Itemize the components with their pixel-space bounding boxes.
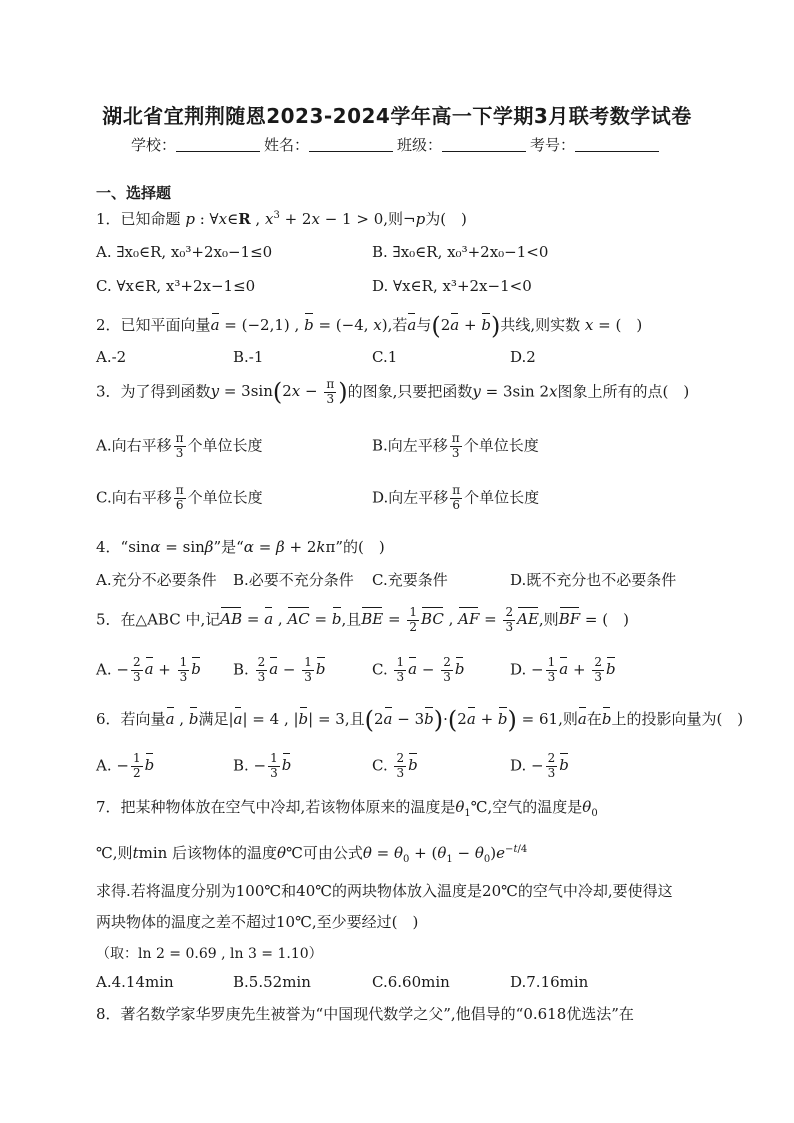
q1-option-c[interactable]: C. ∀x∈R, x³+2x−1≤0: [96, 277, 256, 295]
q4-num: 4．: [96, 538, 121, 556]
q6-option-a[interactable]: A. − $\frac{1}{2}$ b: [96, 751, 155, 780]
q5-option-a[interactable]: A. − $\frac{2}{3}$ a + $\frac{1}{3}$ b: [96, 655, 201, 684]
q2-stem-d: 共线,则实数: [500, 316, 581, 334]
question-7-note: （取：ln 2 = 0.69 , ln 3 = 1.10）: [96, 946, 323, 962]
exam-no-label: 考号：: [530, 136, 576, 154]
question-7-line-3: 求得.若将温度分别为100℃和40℃的两块物体放入温度是20℃的空气中冷却,要使得这: [96, 882, 673, 900]
q6-dot-product: (2a − 3b)·(2a + b) = 61: [364, 706, 559, 734]
q2-option-a[interactable]: A.-2: [96, 348, 127, 366]
question-4-stem: 4．“sinα = sinβ”是“α = β + 2kπ”的( ): [96, 538, 385, 556]
question-1-stem: [96, 208, 467, 229]
q1-stem-b: ,则: [383, 210, 404, 228]
q2-option-d[interactable]: D.2: [510, 348, 536, 366]
section-title: 一、选择题: [96, 184, 172, 202]
school-label: 学校：: [130, 136, 176, 154]
q7-formula: $\theta = \theta_0 + (\theta_1 - \theta_0)e^{-t/4}$: [362, 844, 528, 865]
q7-option-a[interactable]: A.4.14min: [96, 973, 174, 991]
q1-proposition: p : ∀x∈R , $x^3 + 2x - 1 > 0$: [185, 210, 384, 228]
exam-no-blank[interactable]: [575, 138, 659, 152]
question-6-stem: 6．若向量a , b满足|a| = 4 , |b| = 3,且(2a − 3b)·(2a + b) = 61,则a在b上的投影向量为( ): [96, 706, 744, 734]
q4-option-d[interactable]: D.既不充分也不必要条件: [510, 571, 677, 589]
class-blank[interactable]: [442, 138, 526, 152]
q3-stem-c: 图象上所有的点( ): [557, 382, 690, 401]
name-label: 姓名：: [263, 136, 309, 154]
q7-option-c[interactable]: C.6.60min: [372, 973, 450, 991]
question-5-stem: 5．在△ABC 中,记AB = a , AC = b,且BE = $\frac{1}{2}$ BC , AF = $\frac{2}{3}$ AE,则BF = ( ): [96, 605, 629, 634]
question-8-stem: 8．著名数学家华罗庚先生被誉为“中国现代数学之父”,他倡导的“0.618优选法”在: [96, 1005, 634, 1023]
q7-option-b[interactable]: B.5.52min: [233, 973, 311, 991]
q6-option-c[interactable]: C. $\frac{2}{3}$ b: [372, 751, 418, 780]
q6-option-b[interactable]: B. − $\frac{1}{3}$ b: [233, 751, 292, 780]
q3-option-a[interactable]: A.向右平移 $\frac{\pi}{3}$ 个单位长度: [96, 431, 263, 460]
q3-num: 3．: [96, 382, 121, 401]
q2-combination: (2a + b): [431, 312, 501, 340]
q3-stem-a: 为了得到函数: [120, 382, 211, 401]
q5-defs: AB = a , AC = b: [220, 610, 342, 629]
q5-target: BF: [558, 610, 581, 629]
q1-option-a[interactable]: A. ∃x₀∈R, x₀³+2x₀−1≤0: [96, 243, 273, 261]
class-label: 班级：: [397, 136, 443, 154]
q3-option-d[interactable]: D.向左平移 $\frac{\pi}{6}$ 个单位长度: [372, 483, 540, 512]
school-blank[interactable]: [176, 138, 260, 152]
q4-option-c[interactable]: C.充要条件: [372, 571, 448, 589]
q7-option-d[interactable]: D.7.16min: [510, 973, 589, 991]
question-2-stem: 2．已知平面向量a = (−2,1) , b = (−4, x),若a与(2a + b)共线,则实数 x = ( ): [96, 312, 643, 340]
q1-stem-a: 已知命题: [120, 210, 181, 228]
q5-option-c[interactable]: C. $\frac{1}{3}$ a − $\frac{2}{3}$ b: [372, 655, 465, 684]
exam-title: 湖北省宜荆荆随恩2023-2024学年高一下学期3月联考数学试卷: [102, 104, 692, 128]
q6-num: 6．: [96, 710, 121, 728]
q1-option-d[interactable]: D. ∀x∈R, x³+2x−1<0: [372, 277, 532, 295]
question-3-stem: [96, 378, 689, 407]
q3-function-1: y = 3sin(2x − $\frac{\pi}{3}$ ): [210, 377, 348, 407]
q3-stem-b: 的图象,只要把函数: [347, 382, 473, 401]
q3-option-c[interactable]: C.向右平移 $\frac{\pi}{6}$ 个单位长度: [96, 483, 263, 512]
q8-num: 8．: [96, 1005, 121, 1023]
q5-num: 5．: [96, 610, 121, 629]
q4-option-a[interactable]: A.充分不必要条件: [96, 571, 217, 589]
q6-magnitudes: |a| = 4 , |b| = 3: [228, 710, 345, 728]
q3-option-b[interactable]: B.向左平移 $\frac{\pi}{3}$ 个单位长度: [372, 431, 539, 460]
question-7-line-1: 7．把某种物体放在空气中冷却,若该物体原来的温度是$\theta_1℃$,空气的温度是$\theta_0$: [96, 798, 598, 819]
q1-num: 1．: [96, 210, 121, 228]
q4-condition: sinα = sinβ: [128, 538, 214, 556]
q5-conditions: BE = $\frac{1}{2}$ BC , AF = $\frac{2}{3}$ AE: [361, 605, 539, 634]
q4-conclusion: “α = β + 2kπ: [236, 538, 336, 556]
q1-negation: ¬p: [403, 210, 426, 228]
q2-stem-b: ,若: [387, 316, 408, 334]
q6-option-d[interactable]: D. − $\frac{2}{3}$ b: [510, 751, 569, 780]
q2-stem-a: 已知平面向量: [120, 316, 211, 334]
q7-num: 7．: [96, 798, 121, 816]
q1-option-b[interactable]: B. ∃x₀∈R, x₀³+2x₀−1<0: [372, 243, 549, 261]
q3-function-2: y = 3sin 2x: [472, 382, 558, 401]
q1-stem-c: 为( ): [425, 210, 467, 228]
question-7-line-4: 两块物体的温度之差不超过10℃,至少要经过( ): [96, 913, 419, 931]
q2-num: 2．: [96, 316, 121, 334]
q5-option-b[interactable]: B. $\frac{2}{3}$ a − $\frac{1}{3}$ b: [233, 655, 326, 684]
q5-option-d[interactable]: D. − $\frac{1}{3}$ a + $\frac{2}{3}$ b: [510, 655, 616, 684]
q2-vector-a: a: [407, 316, 417, 334]
q2-option-b[interactable]: B.-1: [233, 348, 264, 366]
q2-option-c[interactable]: C.1: [372, 348, 398, 366]
q2-stem-c: 与: [416, 316, 432, 334]
q2-vectors: a = (−2,1) , b = (−4, x): [210, 316, 388, 334]
q2-stem-e: ( ): [615, 316, 643, 334]
name-blank[interactable]: [309, 138, 393, 152]
question-7-line-2: ℃,则tmin 后该物体的温度θ℃可由公式$\theta = \theta_0 + (\theta_1 - \theta_0)e^{-t/4}$: [96, 844, 528, 865]
student-info-line: [0, 134, 794, 155]
q4-option-b[interactable]: B.必要不充分条件: [233, 571, 354, 589]
